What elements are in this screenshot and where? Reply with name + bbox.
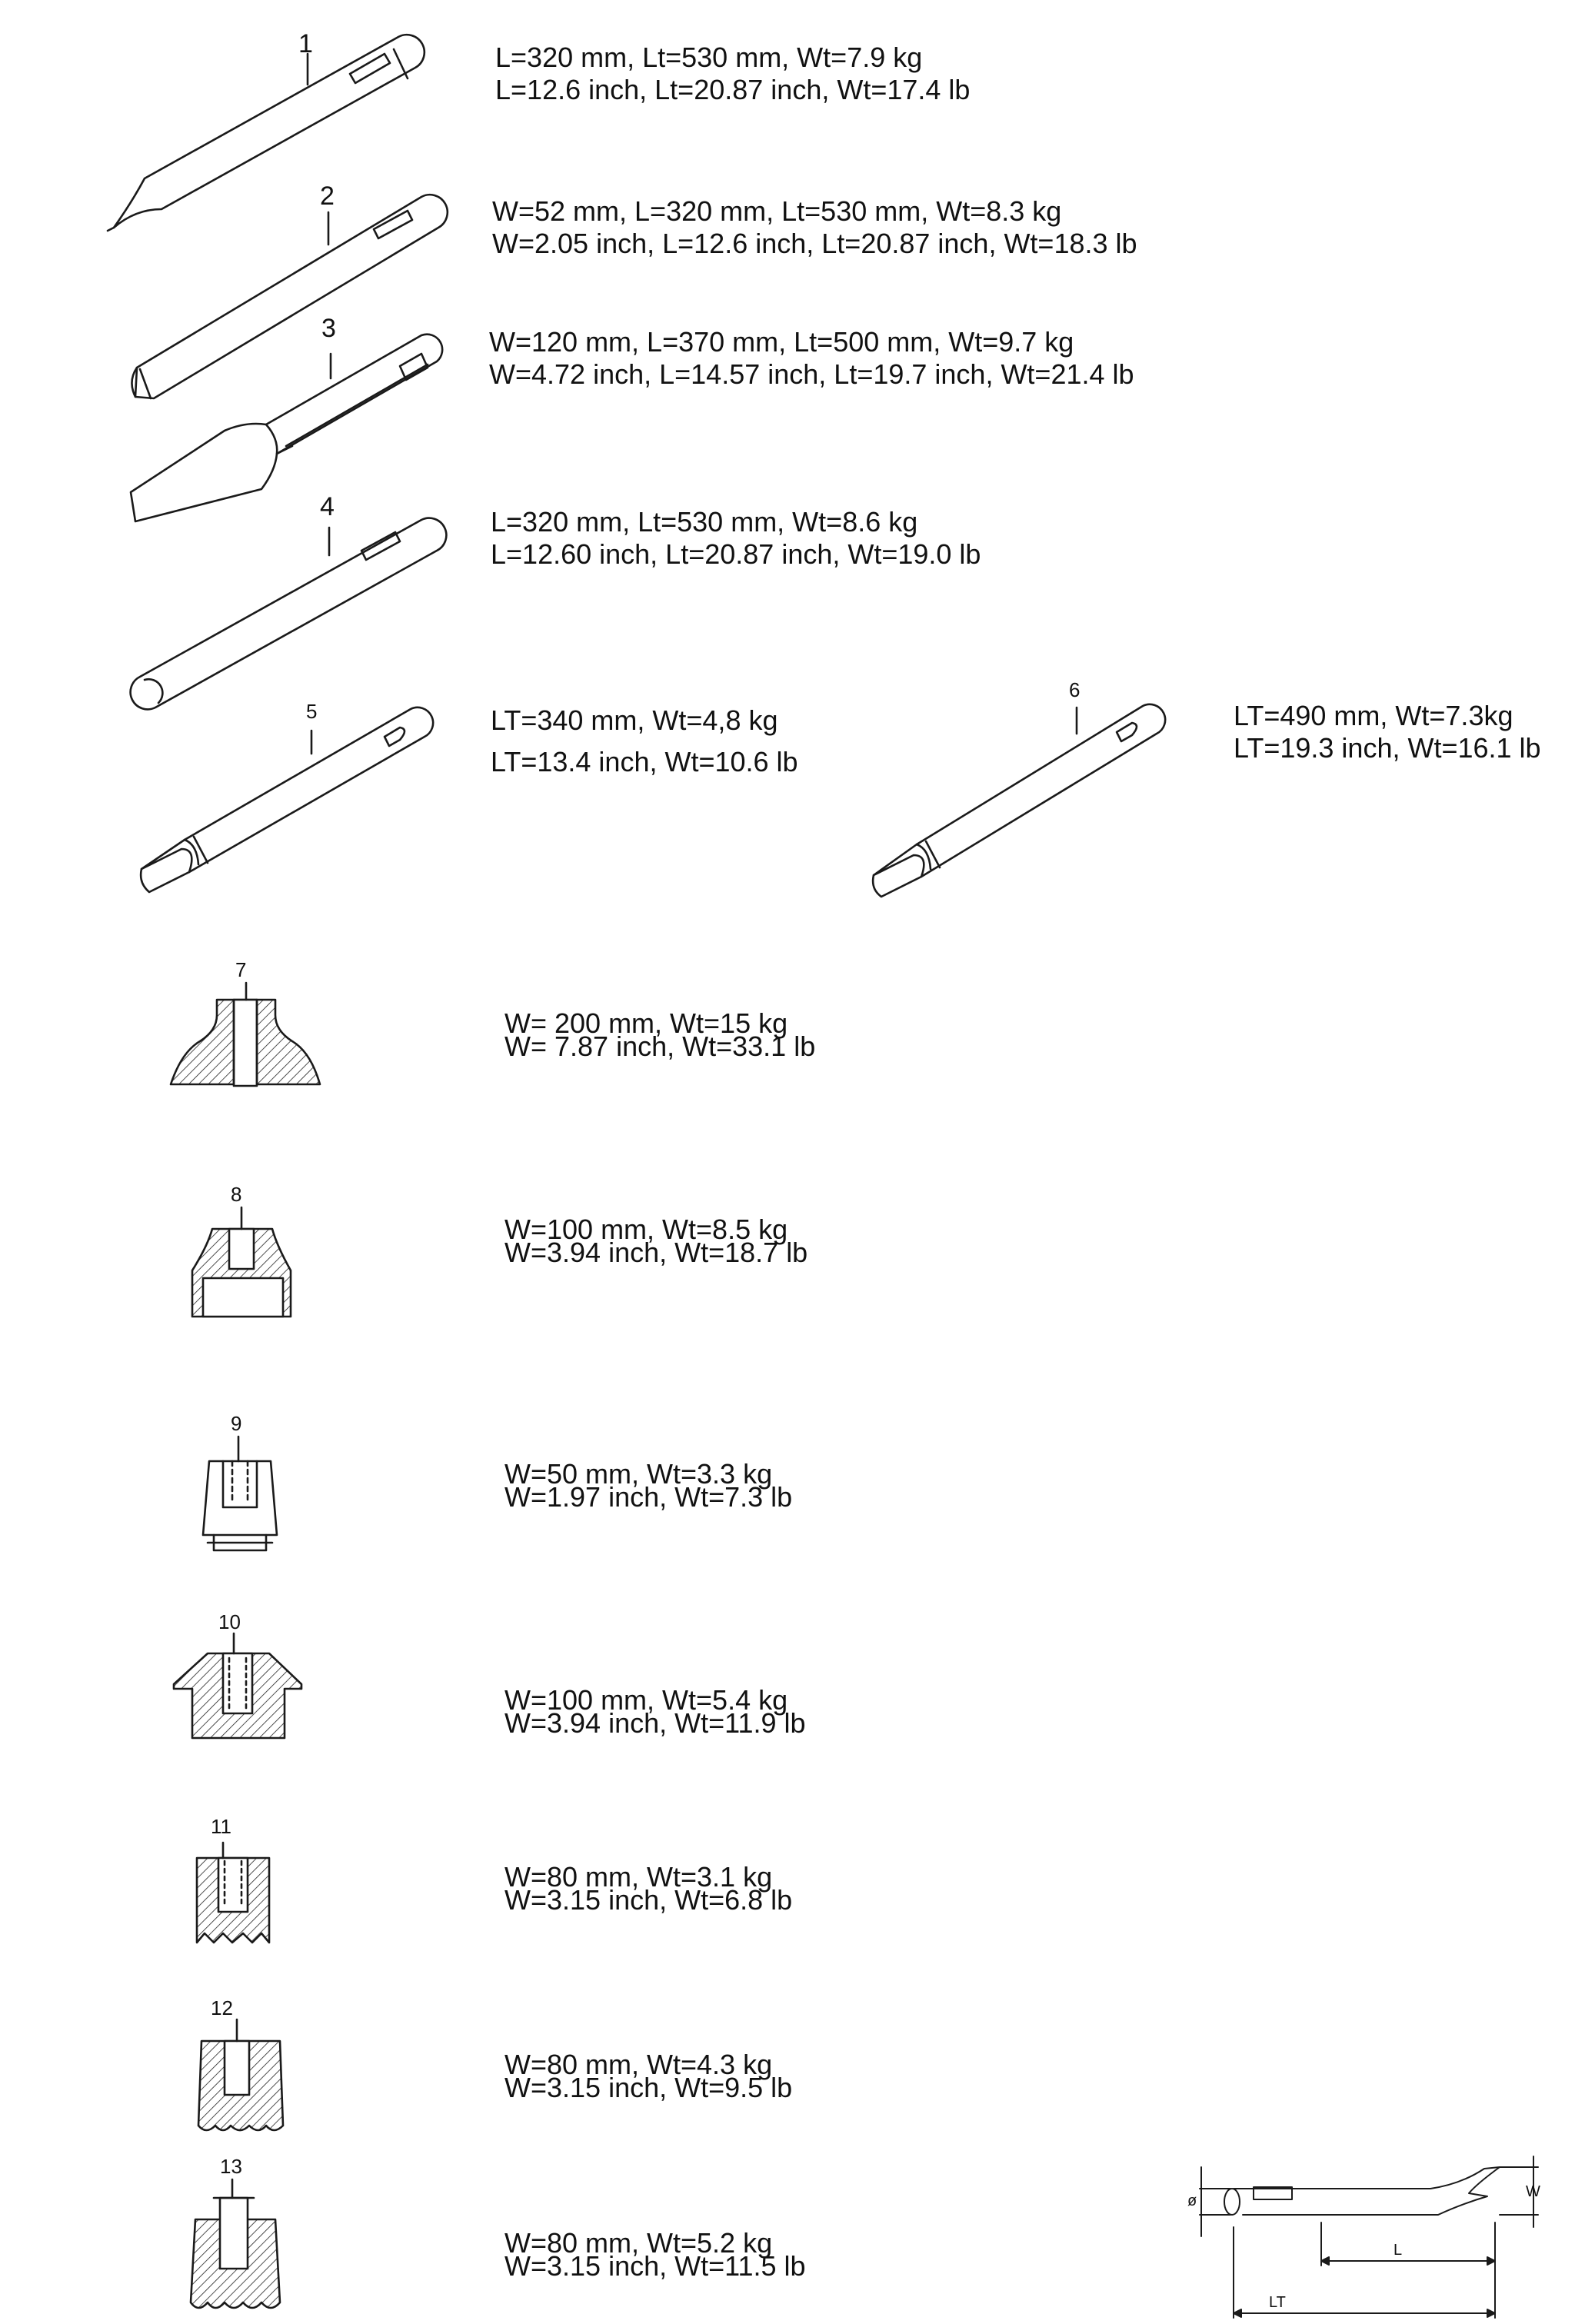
spec-tool-6 (1234, 700, 1541, 764)
tool-9-tamper (203, 1437, 277, 1550)
spec-metric: W=52 mm, L=320 mm, Lt=530 mm, Wt=8.3 kg (492, 195, 1062, 227)
item-number-9: 9 (231, 1412, 242, 1435)
tool-1-moil-point (108, 35, 425, 231)
spec-tool-3 (489, 326, 1134, 391)
spec-imperial: W=3.94 inch, Wt=11.9 lb (504, 1707, 806, 1739)
spec-metric: W= 200 mm, Wt=15 kg (504, 1007, 788, 1039)
legend-diameter-label: ø (1187, 2192, 1197, 2209)
item-number-2: 2 (320, 181, 335, 211)
spec-tool-1 (495, 42, 970, 106)
spec-imperial: LT=19.3 inch, Wt=16.1 lb (1234, 732, 1541, 764)
tool-7-anvil (171, 983, 320, 1086)
item-number-3: 3 (321, 314, 336, 343)
spec-metric: L=320 mm, Lt=530 mm, Wt=7.9 kg (495, 42, 923, 73)
spec-metric: W=80 mm, Wt=4.3 kg (504, 2049, 773, 2080)
item-number-8: 8 (231, 1183, 242, 1206)
spec-imperial: W=1.97 inch, Wt=7.3 lb (504, 1481, 793, 1513)
item-number-7: 7 (235, 958, 247, 981)
spec-tool-11 (504, 1861, 793, 1916)
spec-metric: W=50 mm, Wt=3.3 kg (504, 1458, 773, 1490)
tool-5 (141, 708, 433, 892)
legend-width-label: W (1526, 2183, 1540, 2200)
spec-metric: W=100 mm, Wt=8.5 kg (504, 1214, 788, 1245)
item-number-10: 10 (218, 1610, 241, 1633)
spec-tool-9 (504, 1458, 793, 1513)
spec-metric: W=120 mm, L=370 mm, Lt=500 mm, Wt=9.7 kg (489, 326, 1074, 358)
spec-imperial: L=12.60 inch, Lt=20.87 inch, Wt=19.0 lb (491, 538, 981, 570)
spec-metric: W=80 mm, Wt=5.2 kg (504, 2227, 773, 2259)
tool-13-compactor (191, 2179, 280, 2308)
spec-imperial: W= 7.87 inch, Wt=33.1 lb (504, 1030, 816, 1062)
tool-6 (873, 704, 1165, 897)
dimension-legend-drawing (1200, 2156, 1538, 2318)
item-number-1: 1 (298, 29, 313, 58)
legend-total-length-label: LT (1269, 2294, 1286, 2311)
spec-imperial: W=3.15 inch, Wt=6.8 lb (504, 1884, 793, 1916)
tool-11-compactor (197, 1843, 269, 1943)
tool-4-blunt (131, 518, 447, 710)
spec-metric: LT=340 mm, Wt=4,8 kg (491, 704, 778, 736)
spec-tool-8 (504, 1214, 808, 1268)
spec-imperial: W=3.15 inch, Wt=9.5 lb (504, 2072, 793, 2103)
tool-10-hammer (174, 1633, 301, 1738)
item-number-6: 6 (1069, 678, 1081, 701)
item-number-12: 12 (211, 1996, 233, 2019)
tool-3-wide-chisel (131, 335, 442, 521)
spec-imperial: W=4.72 inch, L=14.57 inch, Lt=19.7 inch, Wt=21.4 lb (489, 358, 1134, 390)
item-number-5: 5 (306, 700, 318, 723)
spec-metric: L=320 mm, Lt=530 mm, Wt=8.6 kg (491, 506, 918, 538)
spec-tool-7 (504, 1007, 816, 1062)
spec-imperial: L=12.6 inch, Lt=20.87 inch, Wt=17.4 lb (495, 74, 971, 105)
item-number-11: 11 (211, 1815, 231, 1838)
spec-imperial: W=2.05 inch, L=12.6 inch, Lt=20.87 inch, Wt=18.3 lb (492, 228, 1137, 259)
spec-imperial: W=3.94 inch, Wt=18.7 lb (504, 1237, 808, 1268)
spec-tool-5 (491, 700, 798, 783)
item-number-13: 13 (220, 2155, 242, 2178)
legend-length-label: L (1394, 2242, 1403, 2259)
tool-8-cutter (192, 1207, 291, 1317)
spec-metric: W=100 mm, Wt=5.4 kg (504, 1684, 788, 1716)
spec-imperial: W=3.15 inch, Wt=11.5 lb (504, 2250, 806, 2282)
spec-tool-13 (504, 2227, 806, 2282)
spec-tool-4 (491, 506, 981, 571)
spec-metric: W=80 mm, Wt=3.1 kg (504, 1861, 773, 1893)
item-number-4: 4 (320, 492, 335, 521)
spec-tool-10 (504, 1684, 806, 1739)
spec-metric: LT=490 mm, Wt=7.3kg (1234, 700, 1513, 731)
tool-12-compactor (198, 2019, 283, 2130)
spec-imperial: LT=13.4 inch, Wt=10.6 lb (491, 746, 798, 777)
spec-tool-12 (504, 2049, 793, 2103)
spec-tool-2 (492, 195, 1137, 260)
